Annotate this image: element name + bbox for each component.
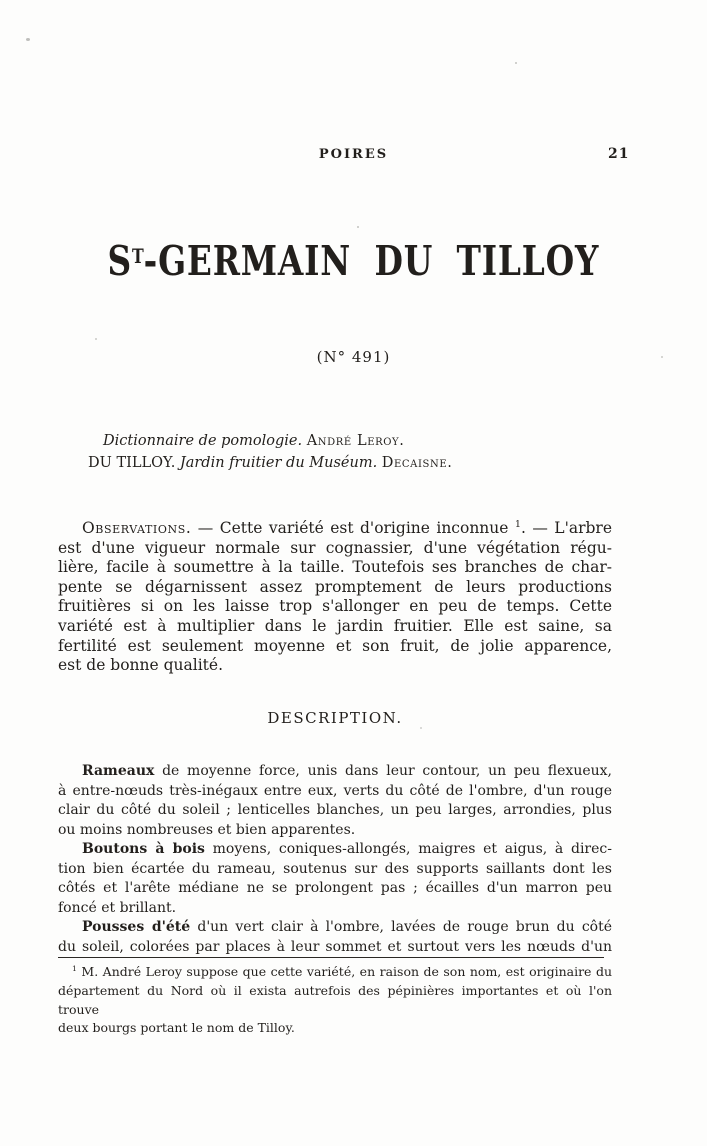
text-line: Rameaux de moyenne force, unis dans leur contour, un peu flexueux,	[82, 763, 612, 779]
catalog-number: (N° 491)	[316, 348, 391, 366]
text-line: DU TILLOY. Jardin fruitier du Muséum. Decaisne.	[88, 454, 453, 471]
text-line: Pousses d'été d'un vert clair à l'ombre, lavées de rouge brun du côté	[82, 919, 612, 935]
observations-paragraph	[58, 519, 612, 676]
scan-speck	[357, 226, 359, 228]
page-number: 21	[608, 146, 630, 162]
description-heading: DESCRIPTION.	[267, 709, 403, 727]
text-line: $^1$ M. André Leroy suppose que cette variété, en raison de son nom, est originaire du	[72, 963, 612, 979]
paragraph-boutons-a-bois	[58, 840, 612, 918]
text-line: fertilité est seulement moyenne et son fruit, de jolie apparence,	[58, 636, 612, 655]
title-superscript: T	[132, 245, 144, 268]
scan-speck	[661, 356, 663, 358]
text-line: variété est à multiplier dans le jardin fruitier. Elle est saine, sa	[58, 616, 612, 635]
text-line: deux bourgs portant le nom de Tilloy.	[58, 1020, 295, 1036]
text-line: côtés et l'arête médiane ne se prolongent pas ; écailles d'un marron peu	[58, 880, 612, 896]
text-line: département du Nord où il exista autrefois des pépinières importantes et où l'on trouve	[58, 982, 612, 1017]
text-line: du soleil, colorées par places à leur sommet et surtout vers les nœuds d'un	[58, 938, 612, 955]
text-line: ou moins nombreuses et bien apparentes.	[58, 821, 356, 838]
text-line: tion bien écartée du rameau, soutenus sur des supports saillants dont les	[58, 860, 612, 877]
variety-title	[0, 237, 707, 285]
text-line: Boutons à bois moyens, coniques-allongés, maigres et aigus, à direc-	[82, 841, 612, 857]
text-line: est de bonne qualité.	[58, 656, 224, 675]
variety-title-text: $S^T$-GERMAIN DU TILLOY	[107, 237, 600, 285]
text-line: lière, facile à soumettre à la taille. Toutefois ses branches de char-	[58, 558, 612, 577]
bibliography	[88, 431, 618, 474]
text-line: clair du côté du soleil ; lenticelles blanches, un peu larges, arrondies, plus	[58, 802, 612, 818]
text-line: pente se dégarnissent assez promptement de leurs productions	[58, 577, 612, 596]
text-line: Dictionnaire de pomologie. André Leroy.	[103, 433, 405, 449]
text-line: est d'une vigueur normale sur cognassier, d'une végétation régu-	[58, 538, 612, 557]
footnote	[58, 963, 612, 1038]
text-line: fruitières si on les laisse trop s'allonger en peu de temps. Cette	[58, 597, 612, 616]
paragraph-pousses-d-ete	[58, 918, 612, 957]
scan-speck	[95, 338, 97, 340]
running-title: POIRES	[318, 147, 389, 162]
scan-speck	[420, 727, 422, 729]
footnote-separator-rule	[58, 957, 604, 958]
text-line: Observations. — Cette variété est d'origine inconnue $^1$. — L'arbre	[82, 518, 612, 537]
paragraph-rameaux	[58, 762, 612, 840]
text-line: foncé et brillant.	[58, 899, 177, 916]
scan-speck	[515, 62, 517, 64]
text-line: à entre-nœuds très-inégaux entre eux, verts du côté de l'ombre, d'un rouge	[58, 782, 612, 799]
scan-speck	[26, 38, 30, 41]
